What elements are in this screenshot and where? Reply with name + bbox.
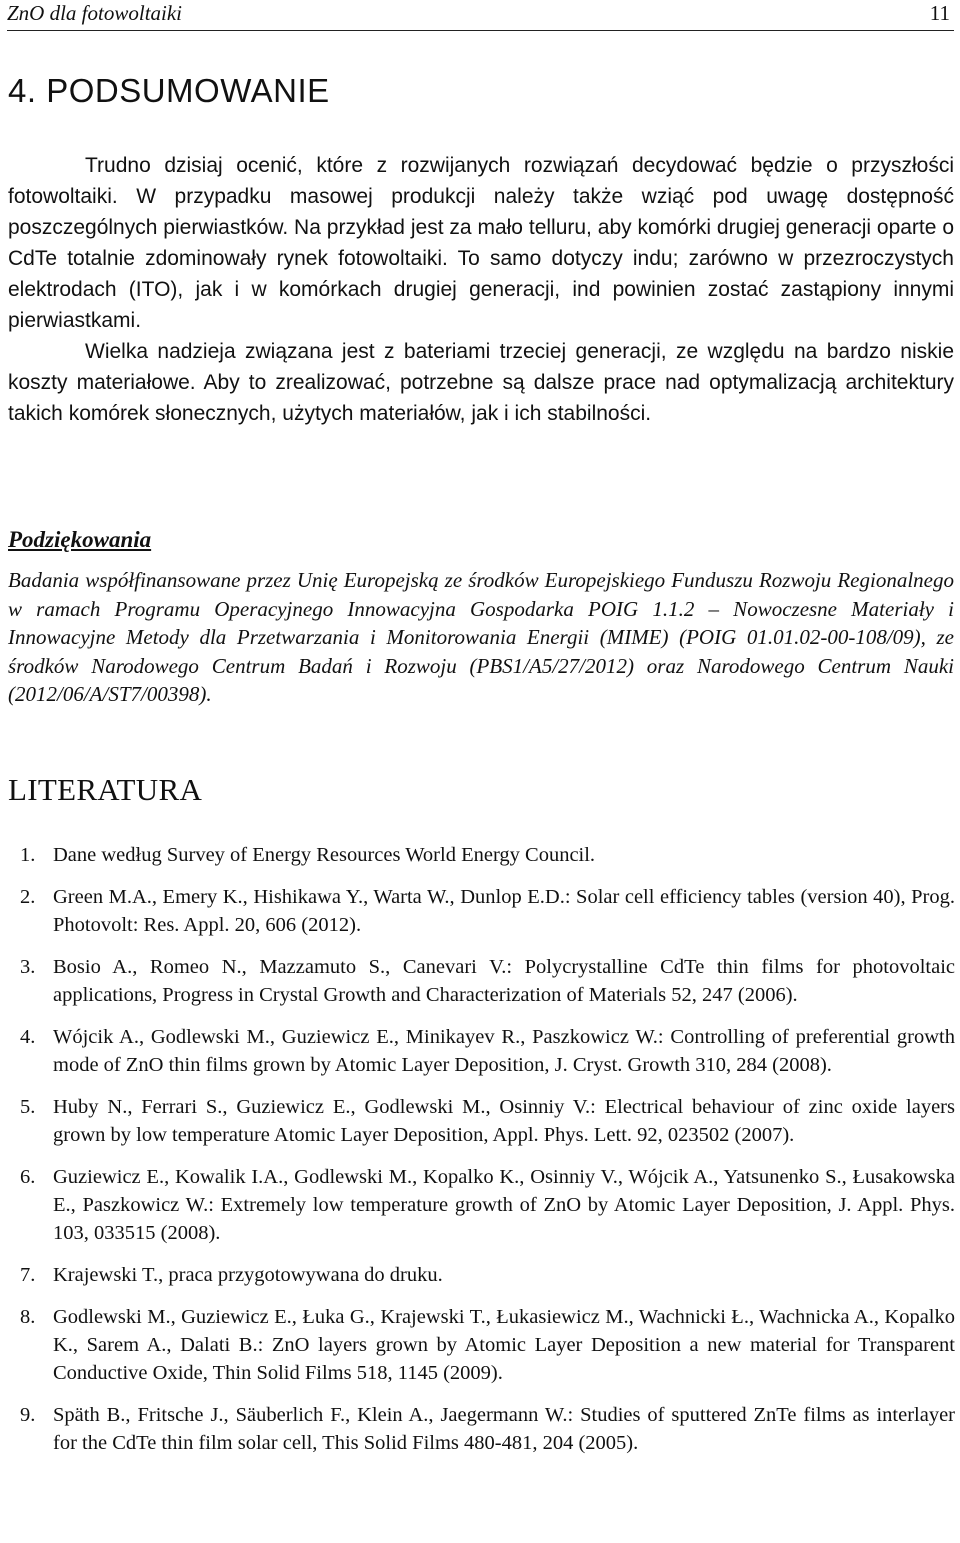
summary-paragraph: Wielka nadzieja związana jest z bateriami trzeciej generacji, ze względu na bardzo niskie koszty materiałowe. Aby to zrealizować, potrzebne są dalsze prace nad optymalizacją architektury takich komórek słonecznych, użytych materiałów, jak i ich stabilności.	[8, 340, 954, 425]
acknowledgements-text: Badania współfinansowane przez Unię Europejską ze środków Europejskiego Funduszu Rozwoju Regionalnego w ramach Programu Operacyjnego Innowacyjna Gospodarka POIG 1.1.2 – Nowoczesne Materiały i Innowacyjne Metody dla Przetwarzania i Monitorowania Energii (MIME) (POIG 01.01.02-00-108/09), ze środków Narodowego Centrum Badań i Rozwoju (PBS1/A5/27/2012) oraz Narodowego Centrum Nauki (2012/06/A/ST7/00398).	[8, 568, 954, 707]
reference-text: Dane według Survey of Energy Resources World Energy Council.	[53, 844, 596, 866]
reference-number: 5.	[20, 1096, 36, 1118]
reference-text: Krajewski T., praca przygotowywana do druku.	[53, 1264, 443, 1286]
reference-item	[8, 1401, 955, 1457]
running-title: ZnO dla fotowoltaiki	[7, 1, 183, 25]
reference-text: Godlewski M., Guziewicz E., Łuka G., Krajewski T., Łukasiewicz M., Wachnicki Ł., Wachnicka A., Kopalko K., Sarem A., Dalati B.: ZnO layers grown by Atomic Layer Deposition a new material for Transparent Conductive Oxide, Thin Solid Films 518, 1145 (2009).	[53, 1306, 955, 1384]
reference-item	[8, 1023, 955, 1079]
reference-item	[8, 953, 955, 1009]
page-number: 11	[929, 1, 950, 25]
reference-item	[8, 883, 955, 939]
reference-number: 2.	[20, 886, 36, 908]
reference-text: Bosio A., Romeo N., Mazzamuto S., Canevari V.: Polycrystalline CdTe thin films for photovoltaic applications, Progress in Crystal Growth and Characterization of Materials 52, 247 (2006).	[53, 956, 955, 1006]
reference-item	[8, 1261, 955, 1289]
reference-number: 4.	[20, 1026, 36, 1048]
reference-text: Green M.A., Emery K., Hishikawa Y., Warta W., Dunlop E.D.: Solar cell efficiency tables (version 40), Prog. Photovolt: Res. Appl. 20, 606 (2012).	[53, 886, 955, 936]
summary-body	[8, 150, 954, 429]
running-header	[7, 0, 954, 31]
reference-number: 8.	[20, 1306, 36, 1328]
literature-heading: LITERATURA	[8, 772, 203, 807]
reference-text: Guziewicz E., Kowalik I.A., Godlewski M., Kopalko K., Osinniy V., Wójcik A., Yatsunenko S., Łusakowska E., Paszkowicz W.: Extremely low temperature growth of ZnO by Atomic Layer Deposition, J. Appl. Phys. 103, 033515 (2008).	[53, 1166, 955, 1244]
acknowledgements-title: Podziękowania	[8, 527, 152, 552]
reference-text: Wójcik A., Godlewski M., Guziewicz E., Minikayev R., Paszkowicz W.: Controlling of preferential growth mode of ZnO thin films grown by Atomic Layer Deposition, J. Cryst. Growth 310, 284 (2008).	[53, 1026, 955, 1076]
reference-text: Späth B., Fritsche J., Säuberlich F., Klein A., Jaegermann W.: Studies of sputtered ZnTe films as interlayer for the CdTe thin film solar cell, This Solid Films 480-481, 204 (2005).	[53, 1404, 955, 1454]
reference-item	[8, 1163, 955, 1247]
reference-item	[8, 841, 955, 869]
section-heading: 4. PODSUMOWANIE	[8, 72, 330, 109]
reference-number: 9.	[20, 1404, 36, 1426]
reference-text: Huby N., Ferrari S., Guziewicz E., Godlewski M., Osinniy V.: Electrical behaviour of zinc oxide layers grown by low temperature Atomic Layer Deposition, Appl. Phys. Lett. 92, 023502 (2007).	[53, 1096, 955, 1146]
reference-number: 1.	[20, 844, 36, 866]
reference-number: 7.	[20, 1264, 36, 1286]
reference-number: 6.	[20, 1166, 36, 1188]
reference-item	[8, 1303, 955, 1387]
reference-item	[8, 1093, 955, 1149]
summary-paragraph: Trudno dzisiaj ocenić, które z rozwijanych rozwiązań decydować będzie o przyszłości fotowoltaiki. W przypadku masowej produkcji należy także wziąć pod uwagę dostępność poszczególnych pierwiastków. Na przykład jest za mało telluru, aby komórki drugiej generacji oparte o CdTe totalnie zdominowały rynek fotowoltaiki. To samo dotyczy indu; zarówno w przezroczystych elektrodach (ITO), jak i w komórkach drugiej generacji, ind powinien zostać zastąpiony innymi pierwiastkami.	[8, 154, 954, 332]
reference-number: 3.	[20, 956, 36, 978]
reference-list	[8, 841, 955, 1471]
